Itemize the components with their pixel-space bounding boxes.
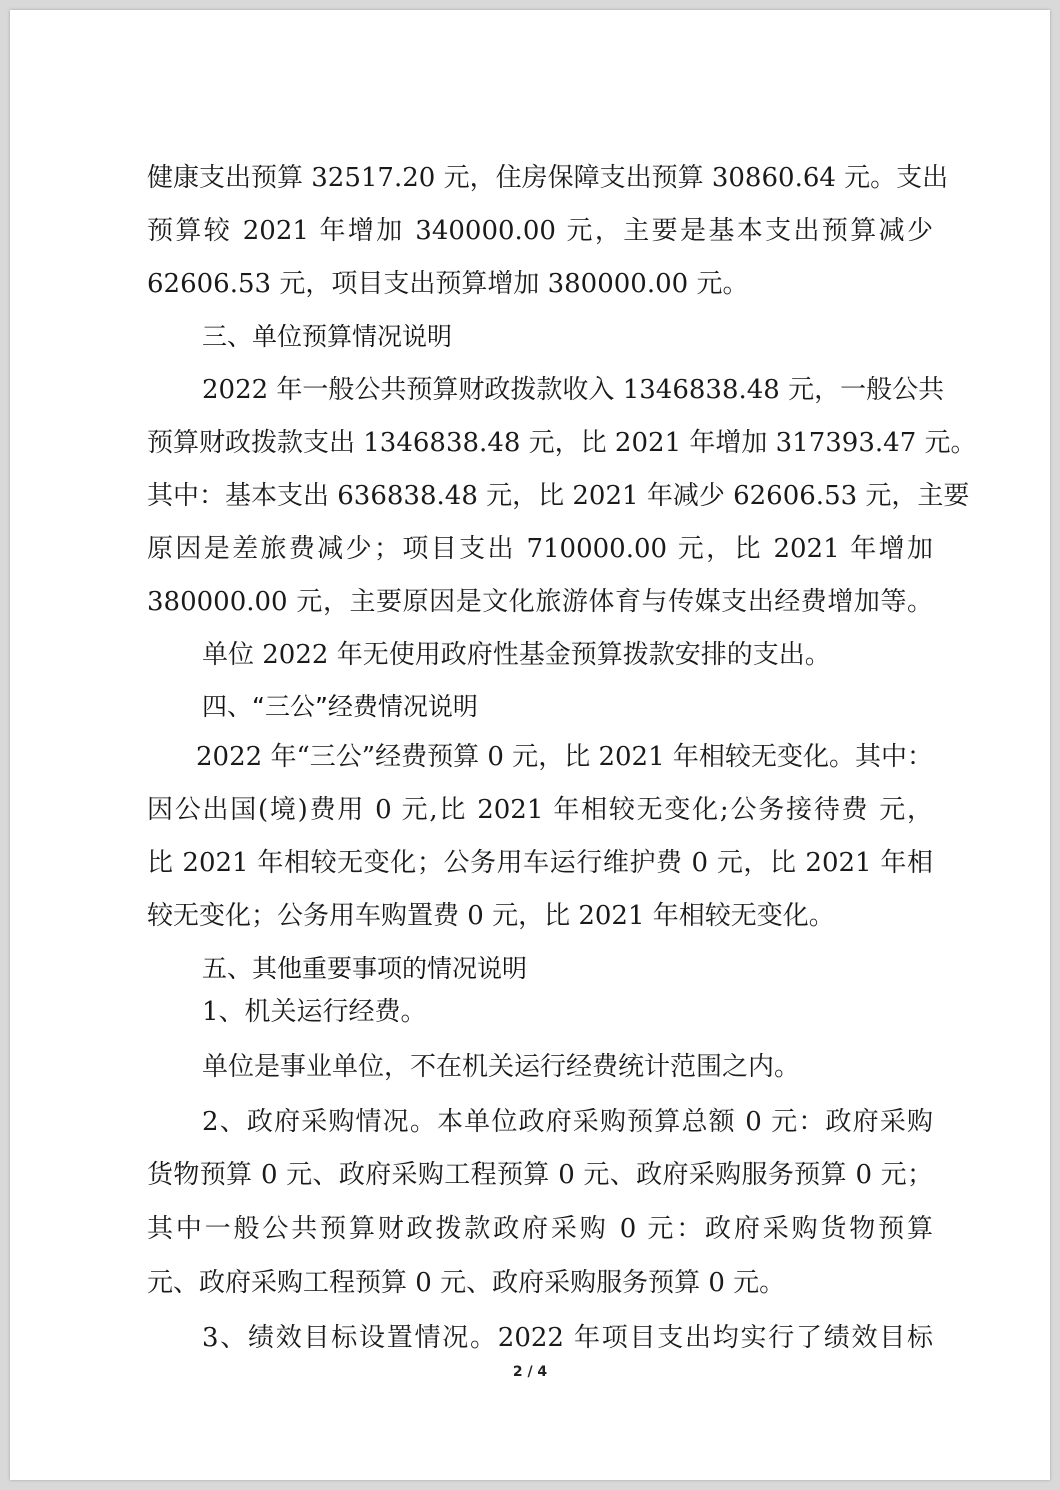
paragraph-line: 健康支出预算 32517.20 元，住房保障支出预算 30860.64 元。支出	[147, 163, 949, 193]
paragraph-line: 货物预算 0 元、政府采购工程预算 0 元、政府采购服务预算 0 元；	[147, 1160, 933, 1190]
section-heading-3: 三、单位预算情况说明	[202, 322, 453, 351]
paragraph-line: 原因是差旅费减少；项目支出 710000.00 元，比 2021 年增加	[147, 534, 933, 564]
section-heading-4: 四、“三公”经费情况说明	[202, 692, 478, 721]
section-heading-5: 五、其他重要事项的情况说明	[202, 954, 528, 983]
paragraph-line: 预算较 2021 年增加 340000.00 元，主要是基本支出预算减少	[147, 216, 933, 246]
paragraph-line: 比 2021 年相较无变化；公务用车运行维护费 0 元，比 2021 年相	[147, 848, 933, 878]
document-page	[10, 10, 1050, 1480]
paragraph-line: 3、绩效目标设置情况。2022 年项目支出均实行了绩效目标	[202, 1323, 933, 1353]
page-number: 2 / 4	[512, 1364, 548, 1380]
paragraph-line: 380000.00 元，主要原因是文化旅游体育与传媒支出经费增加等。	[147, 587, 933, 617]
paragraph-line: 单位是事业单位，不在机关运行经费统计范围之内。	[202, 1052, 801, 1082]
paragraph-line: 因公出国(境)费用 0 元,比 2021 年相较无变化;公务接待费 元，	[147, 795, 933, 825]
paragraph-line: 2022 年“三公”经费预算 0 元，比 2021 年相较无变化。其中：	[196, 742, 933, 772]
paragraph-line: 2、政府采购情况。本单位政府采购预算总额 0 元：政府采购	[202, 1107, 933, 1137]
paragraph-line: 其中：基本支出 636838.48 元，比 2021 年减少 62606.53 元，主要	[147, 481, 970, 511]
paragraph-line: 2022 年一般公共预算财政拨款收入 1346838.48 元，一般公共	[202, 375, 945, 405]
paragraph-line: 元、政府采购工程预算 0 元、政府采购服务预算 0 元。	[147, 1268, 786, 1298]
paragraph-line: 较无变化；公务用车购置费 0 元，比 2021 年相较无变化。	[147, 901, 835, 931]
paragraph-line: 单位 2022 年无使用政府性基金预算拨款安排的支出。	[202, 640, 831, 670]
paragraph-line: 其中一般公共预算财政拨款政府采购 0 元：政府采购货物预算	[147, 1214, 933, 1244]
paragraph-line: 预算财政拨款支出 1346838.48 元，比 2021 年增加 317393.47 元。	[147, 428, 977, 458]
paragraph-line: 1、机关运行经费。	[202, 997, 427, 1027]
paragraph-line: 62606.53 元，项目支出预算增加 380000.00 元。	[147, 269, 749, 299]
